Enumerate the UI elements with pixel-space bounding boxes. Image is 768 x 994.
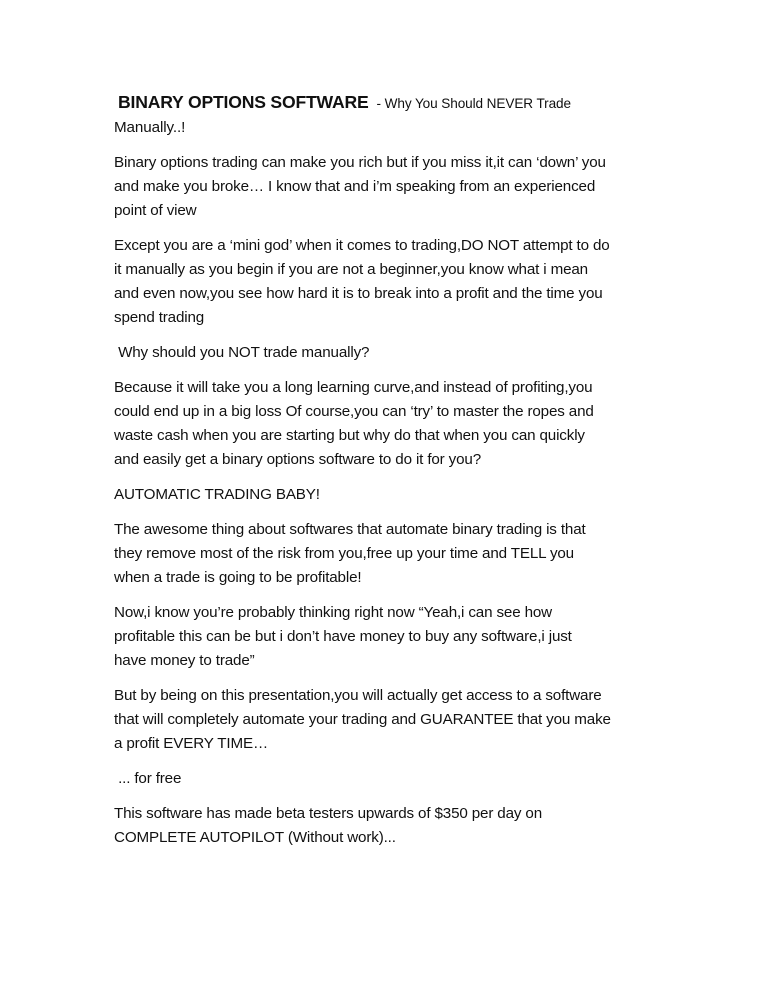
paragraph-line: point of view [114,202,197,219]
paragraph-line: ... for free [114,770,182,787]
paragraph-line: and easily get a binary options software to do it for you? [114,451,481,468]
paragraph-3 [114,341,674,365]
paragraph-line: COMPLETE AUTOPILOT (Without work)... [114,829,396,846]
paragraph-5 [114,483,674,507]
paragraph-line: AUTOMATIC TRADING BABY! [114,486,320,503]
paragraph-line: a profit EVERY TIME… [114,735,268,752]
document-page [114,90,674,850]
paragraph-line: spend trading [114,309,205,326]
paragraph-line: waste cash when you are starting but why do that when you can quickly [114,427,585,444]
paragraph-10 [114,802,674,850]
paragraph-line: that will completely automate your trading and GUARANTEE that you make [114,711,611,728]
document-title-line [114,90,674,116]
paragraph-line: Why should you NOT trade manually? [114,344,370,361]
paragraph-line: and make you broke… I know that and i’m speaking from an experienced [114,178,596,195]
paragraph-line: have money to trade” [114,652,255,669]
paragraph-line: Except you are a ‘mini god’ when it comes to trading,DO NOT attempt to do [114,237,610,254]
paragraph-2 [114,234,674,330]
paragraph-line: profitable this can be but i don’t have money to buy any software,i just [114,628,572,645]
paragraph-line: The awesome thing about softwares that automate binary trading is that [114,521,586,538]
paragraph-1 [114,151,674,223]
paragraph-4 [114,376,674,472]
paragraph-line: This software has made beta testers upwards of $350 per day on [114,805,543,822]
paragraph-line: they remove most of the risk from you,free up your time and TELL you [114,545,574,562]
paragraph-line: when a trade is going to be profitable! [114,569,362,586]
document-subtitle-continued: Manually..! [114,119,186,136]
document-subtitle: - Why You Should NEVER Trade [376,96,571,111]
paragraph-line: Binary options trading can make you rich but if you miss it,it can ‘down’ you [114,154,606,171]
document-title: BINARY OPTIONS SOFTWARE [118,92,369,112]
paragraph-6 [114,518,674,590]
paragraph-line: Because it will take you a long learning curve,and instead of profiting,you [114,379,593,396]
paragraph-line: could end up in a big loss Of course,you can ‘try’ to master the ropes and [114,403,594,420]
paragraph-7 [114,601,674,673]
paragraph-line: and even now,you see how hard it is to break into a profit and the time you [114,285,603,302]
paragraph-line: But by being on this presentation,you will actually get access to a software [114,687,602,704]
paragraph-9 [114,767,674,791]
paragraph-line: it manually as you begin if you are not a beginner,you know what i mean [114,261,588,278]
paragraph-line: Now,i know you’re probably thinking right now “Yeah,i can see how [114,604,552,621]
paragraph-8 [114,684,674,756]
